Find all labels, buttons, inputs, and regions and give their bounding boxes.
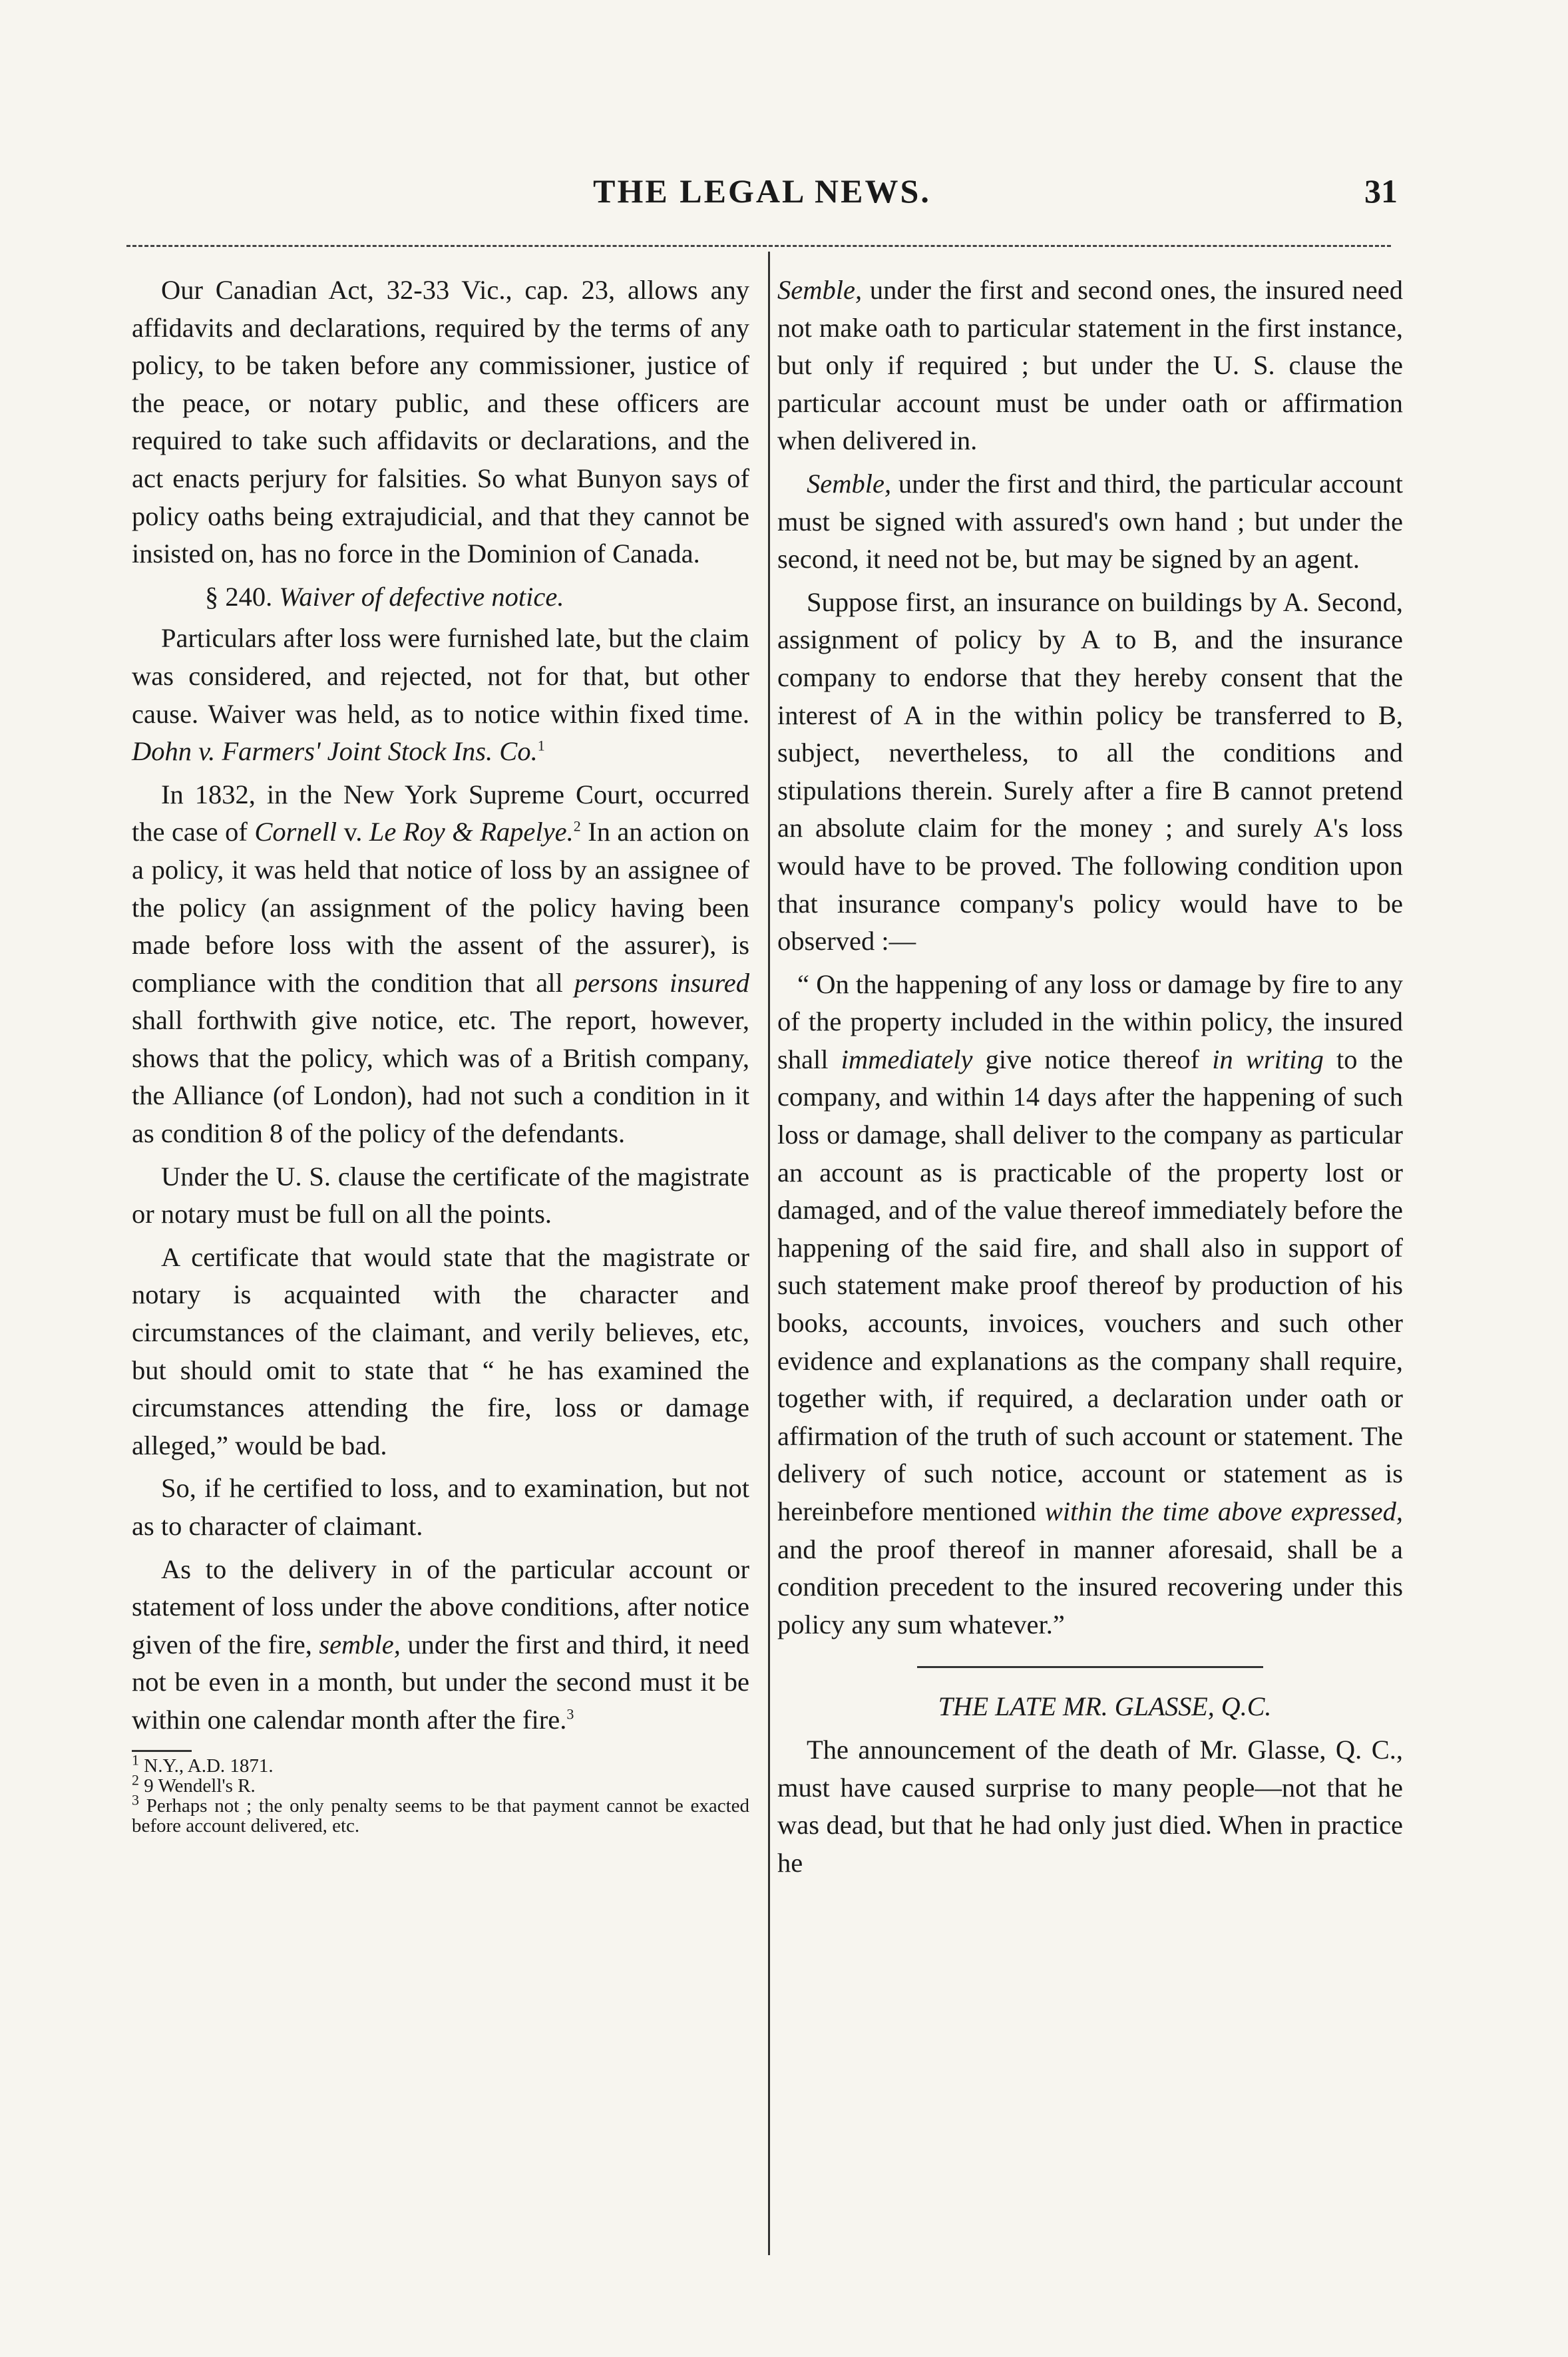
emphasis-text: semble, bbox=[319, 1629, 401, 1659]
paragraph-text: “ On the happening of any loss or damage by fire to any of the property included in the within policy, the insured shall bbox=[777, 968, 1403, 1074]
paragraph-semble-second bbox=[777, 465, 1403, 578]
paragraph-text: to the company, and within 14 days after the happening of such loss or damage, shall deliver to the company as particular an account as is practicable of the property lost or damaged, and of the value thereof immediately before the happening of the said fire, and shall also in support of such statement make proof thereof by production of his books, accounts, invoices, vouchers and such other evidence and explanations as the company shall require, together with, if required, a declaration under oath or affirmation of the truth of such account or statement. The delivery of such notice, account or statement as is hereinbefore mentioned bbox=[777, 1044, 1404, 1526]
paragraph-text: Particulars after loss were furnished late, but the claim was considered, and rejected, not for that, but other cause. Waiver was held, as to notice within fixed time. bbox=[132, 623, 749, 729]
paragraph-waiver bbox=[132, 620, 749, 770]
quoted-condition bbox=[777, 966, 1403, 1644]
emphasis-text: persons insured bbox=[574, 967, 749, 998]
footnote-text: N.Y., A.D. 1871. bbox=[144, 1755, 274, 1777]
emphasis-text: immediately bbox=[841, 1044, 973, 1074]
paragraph-cornell-case bbox=[132, 776, 749, 1153]
article-title: THE LATE MR. GLASSE, Q.C. bbox=[938, 1691, 1272, 1722]
footnote-ref: 2 bbox=[573, 817, 581, 835]
emphasis-text: in writing bbox=[1212, 1044, 1324, 1074]
header-rule bbox=[126, 245, 1391, 247]
running-title: THE LEGAL NEWS. bbox=[593, 172, 931, 210]
column-divider bbox=[768, 252, 770, 2255]
emphasis-text: Semble, bbox=[807, 468, 892, 499]
case-name: Le Roy & Rapelye. bbox=[369, 817, 574, 847]
footnote-text: Perhaps not ; the only penalty seems to be that payment cannot be exacted before account delivered, etc. bbox=[132, 1795, 750, 1836]
paragraph-canadian-act: Our Canadian Act, 32-33 Vic., cap. 23, allows any affidavits and declarations, required by the terms of any policy, to be taken before any commissioner, justice of the peace, or notary public, and these officers are required to take such affidavits or declarations, and the act enacts perjury for falsities. So what Bunyon says of policy oaths being extrajudicial, and that they cannot be insisted on, has no force in the Dominion of Canada. bbox=[132, 275, 749, 569]
footnote-number: 1 bbox=[132, 1751, 139, 1768]
footnote bbox=[132, 1791, 750, 1836]
section-number: § 240. bbox=[205, 581, 273, 612]
right-column bbox=[777, 272, 1403, 1887]
page-header bbox=[126, 172, 1398, 225]
paragraph-semble-first bbox=[777, 272, 1403, 460]
emphasis-text: within the time above expressed, bbox=[1044, 1496, 1403, 1526]
paragraph-text: under the first and third, the particular account must be signed with assured's own hand ; but under the second, it need not be, but may be signed by an agent. bbox=[777, 468, 1403, 574]
paragraph-text: As to the delivery in of the particular account or statement of loss under the above conditions, after notice given of the fire, bbox=[132, 1554, 749, 1659]
paragraph-text: shall forthwith give notice, etc. The report, however, shows that the policy, which was of a British company, the Alliance (of London), had not such a condition in it as condition 8 of the policy of the defendants. bbox=[132, 1005, 749, 1149]
section-rule bbox=[917, 1666, 1263, 1668]
footnote-number: 2 bbox=[132, 1771, 139, 1788]
paragraph-text: under the first and third, it need not be even in a month, but under the second must it be within one calendar month after the fire. bbox=[132, 1629, 750, 1735]
paragraph-text: under the first and second ones, the insured need not make oath to particular statement in the first instance, but only if required ; but under the U. S. clause the particular account must be under oath or affirmation when delivered in. bbox=[777, 275, 1404, 456]
paragraph-text: and the proof thereof in manner aforesaid, shall be a condition precedent to the insured recovering under this policy any sum whatever.” bbox=[777, 1534, 1403, 1639]
footnote-ref: 3 bbox=[566, 1705, 574, 1723]
paragraph-text: In an action on a policy, it was held that notice of loss by an assignee of the policy (an assignment of the policy having been made before loss with the assent of the assurer), is compliance with the condition that all bbox=[132, 817, 750, 998]
footnote bbox=[132, 1751, 749, 1777]
emphasis-text: Semble, bbox=[777, 275, 863, 305]
paragraph-suppose: Suppose first, an insurance on buildings by A. Second, assignment of policy by A to B, and the insurance company to endorse that they hereby consent that the interest of A in the within policy be transferred to B, subject, nevertheless, to all the conditions and stipulations therein. Surely after a fire B cannot pretend an absolute claim for the money ; and surely A's loss would have to be proved. The following condition upon that insurance company's policy would have to be observed :— bbox=[777, 586, 1403, 957]
paragraph-certified-loss: So, if he certified to loss, and to examination, but not as to character of claimant. bbox=[132, 1473, 749, 1541]
versus-text: v. bbox=[343, 817, 363, 847]
footnote-text: 9 Wendell's R. bbox=[144, 1775, 256, 1797]
footnote-number: 3 bbox=[132, 1791, 139, 1808]
case-name: Cornell bbox=[254, 817, 337, 847]
paragraph-us-clause: Under the U. S. clause the certificate of the magistrate or notary must be full on all the points. bbox=[132, 1161, 749, 1229]
footnote bbox=[132, 1771, 749, 1797]
footnote-rule bbox=[132, 1750, 192, 1752]
footnote-ref: 1 bbox=[537, 737, 545, 754]
paragraph-text: In 1832, in the New York Supreme Court, occurred the case of bbox=[132, 779, 749, 847]
page-number: 31 bbox=[1364, 172, 1398, 210]
paragraph-certificate: A certificate that would state that the magistrate or notary is acquainted with the character and circumstances of the claimant, and verily believes, etc, but should omit to state that “ he has examined the circumstances attending the fire, loss or damage alleged,” would be bad. bbox=[132, 1241, 749, 1460]
case-citation: Dohn v. Farmers' Joint Stock Ins. Co. bbox=[132, 736, 538, 767]
paragraph-delivery bbox=[132, 1551, 749, 1739]
section-heading-240 bbox=[132, 578, 749, 616]
paragraph-text: give notice thereof bbox=[985, 1044, 1200, 1074]
left-column bbox=[132, 272, 749, 1836]
section-title: Waiver of defective notice. bbox=[279, 581, 564, 612]
paragraph-glasse: The announcement of the death of Mr. Glasse, Q. C., must have caused surprise to many people—not that he was dead, but that he had only just died. When in practice he bbox=[777, 1734, 1403, 1878]
footnotes bbox=[132, 1751, 750, 1836]
